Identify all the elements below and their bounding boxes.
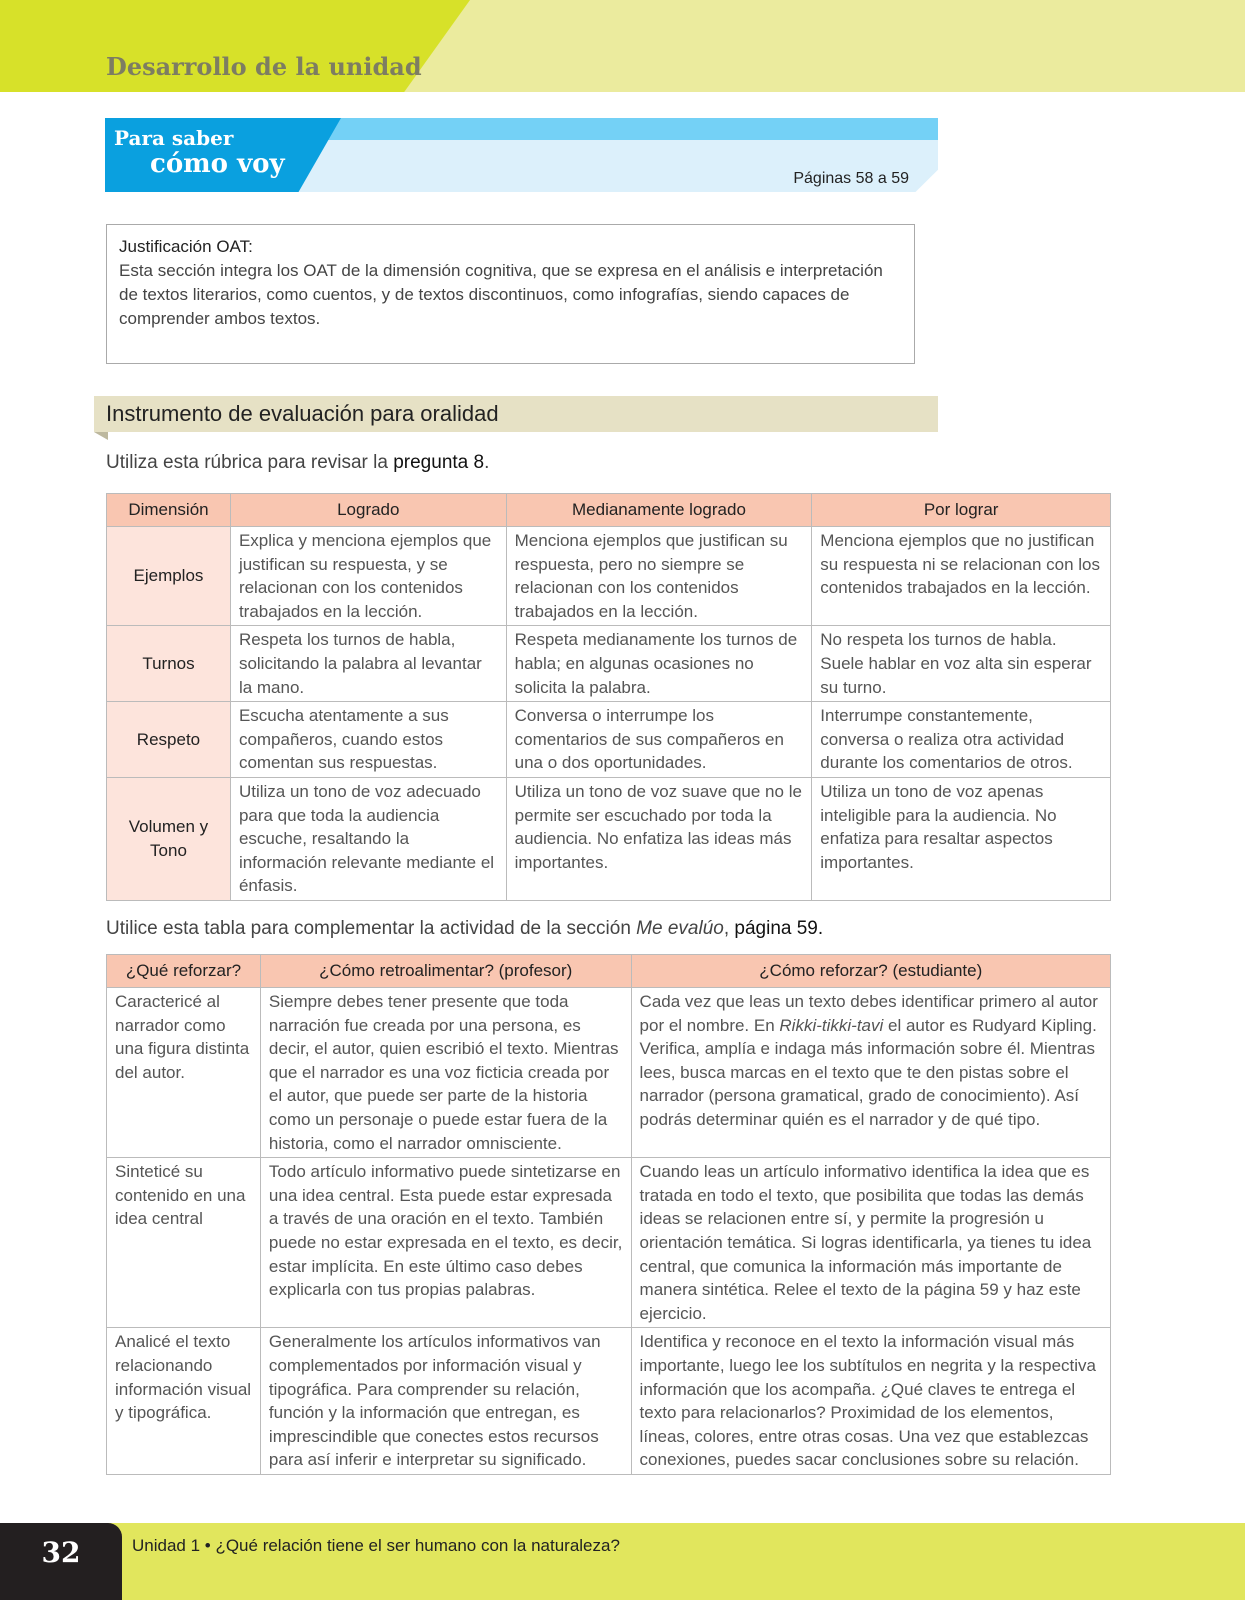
table-row — [107, 702, 1111, 778]
section-pages: Páginas 58 a 59 — [793, 170, 909, 187]
oat-text: Esta sección integra los OAT de la dimensión cognitiva, que se expresa en el análisis e interpretación de textos literarios, como cuentos, y de textos discontinuos, como infografías, siendo capaces de comprender ambos textos. — [119, 261, 883, 328]
reinforce-student-text: el autor es Rudyard Kipling. Verifica, amplía e indaga más información sobre él. Mientras lees, busca marcas en el texto que te den pistas sobre el narrador (persona gramatical, grado de conocimiento). Así podrás determinar quién es el narrador y de qué tipo. — [639, 1015, 1097, 1129]
reinforce-what: Analicé el texto relacionando información visual y tipográfica. — [107, 1328, 261, 1475]
reinforce-intro-page: página 59. — [734, 918, 824, 939]
rubric-cell: Menciona ejemplos que justifican su respuesta, pero no siempre se relacionan con los contenidos trabajados en la lección. — [506, 527, 812, 626]
rubric-dimension: Ejemplos — [107, 527, 231, 626]
rubric-intro — [106, 452, 489, 474]
rubric-table — [106, 493, 1111, 901]
rubric-intro-text: Utiliza esta rúbrica para revisar la — [106, 452, 394, 473]
footer-unit-text: Unidad 1 • ¿Qué relación tiene el ser humano con la naturaleza? — [132, 1536, 620, 1555]
section-title: Instrumento de evaluación para oralidad — [106, 401, 499, 426]
reinforce-student-title: Rikki-tikki-tavi — [779, 1015, 884, 1035]
reinforce-intro-sep: , — [723, 918, 735, 939]
rubric-cell: Utiliza un tono de voz adecuado para que toda la audiencia escuche, resaltando la información relevante mediante el énfasis. — [230, 777, 506, 900]
rubric-cell: Respeta medianamente los turnos de habla; en algunas ocasiones no solicita la palabra. — [506, 626, 812, 702]
reinforce-student — [631, 988, 1110, 1158]
reinforce-intro — [106, 918, 823, 940]
rubric-cell: Escucha atentamente a sus compañeros, cuando estos comentan sus respuestas. — [230, 702, 506, 778]
table-row — [107, 527, 1111, 626]
rubric-dimension: Respeto — [107, 702, 231, 778]
reinforce-table — [106, 954, 1111, 1475]
rubric-cell: Utiliza un tono de voz suave que no le permite ser escuchado por toda la audiencia. No enfatiza las ideas más importantes. — [506, 777, 812, 900]
reinforce-header-student: ¿Cómo reforzar? (estudiante) — [631, 955, 1110, 988]
rubric-cell: Conversa o interrumpe los comentarios de sus compañeros en una o dos oportunidades. — [506, 702, 812, 778]
table-row — [107, 1158, 1111, 1328]
table-row — [107, 626, 1111, 702]
reinforce-what: Sinteticé su contenido en una idea central — [107, 1158, 261, 1328]
rubric-dimension: Volumen y Tono — [107, 777, 231, 900]
rubric-header-pending: Por lograr — [812, 494, 1111, 527]
rubric-header-achieved: Logrado — [230, 494, 506, 527]
oat-heading: Justificación OAT: — [119, 237, 253, 256]
rubric-header-dimension: Dimensión — [107, 494, 231, 527]
reinforce-what: Caractericé al narrador como una figura distinta del autor. — [107, 988, 261, 1158]
reinforce-student: Cuando leas un artículo informativo identifica la idea que es tratada en todo el texto, que posibilita que todas las demás ideas se relacionen entre sí, y permite la progresión u orientación temática. Si logras identificarla, ya tienes tu idea central, que comunica la información más importante de manera sintética. Relee el texto de la página 59 y haz este ejercicio. — [631, 1158, 1110, 1328]
rubric-cell: Explica y menciona ejemplos que justifican su respuesta, y se relacionan con los contenidos trabajados en la lección. — [230, 527, 506, 626]
reinforce-teacher: Siempre debes tener presente que toda narración fue creada por una persona, es decir, el autor, quien escribió el texto. Mientras que el narrador es una voz ficticia creada por el autor, que puede ser parte de la historia como un personaje o puede estar fuera de la historia, como el narrador omnisciente. — [260, 988, 631, 1158]
page-number: 32 — [0, 1523, 122, 1600]
section-banner-line1: Para saber — [114, 126, 234, 150]
rubric-dimension: Turnos — [107, 626, 231, 702]
rubric-header-partial: Medianamente logrado — [506, 494, 812, 527]
rubric-intro-question: pregunta 8 — [393, 452, 485, 473]
reinforce-student: Identifica y reconoce en el texto la información visual más importante, luego lee los subtítulos en negrita y la respectiva información que los acompaña. ¿Qué claves te entrega el texto para relacionarlos? Proximidad de los elementos, líneas, colores, entre otras cosas. Una vez que establezcas conexiones, puedes sacar conclusiones sobre su relación. — [631, 1328, 1110, 1475]
rubric-cell: Menciona ejemplos que no justifican su respuesta ni se relacionan con los contenidos trabajados en la lección. — [812, 527, 1111, 626]
page-header-title: Desarrollo de la unidad — [106, 52, 422, 81]
reinforce-teacher: Todo artículo informativo puede sintetizarse en una idea central. Esta puede estar expresada a través de una oración en el texto. También puede no estar expresada en el texto, es decir, estar implícita. En este último caso debes explicarla con tus propias palabras. — [260, 1158, 631, 1328]
rubric-intro-end: . — [484, 452, 490, 473]
table-row — [107, 1328, 1111, 1475]
footer-band — [0, 1523, 1245, 1600]
section-banner-line2: cómo voy — [150, 149, 285, 179]
reinforce-header-what: ¿Qué reforzar? — [107, 955, 261, 988]
rubric-cell: Respeta los turnos de habla, solicitando la palabra al levantar la mano. — [230, 626, 506, 702]
reinforce-intro-section: Me evalúo — [636, 918, 724, 939]
reinforce-teacher: Generalmente los artículos informativos van complementados por información visual y tipográfica. Para comprender su relación, función y la información que entregan, es imprescindible que conectes estos recursos para así inferir e interpretar su significado. — [260, 1328, 631, 1475]
table-row — [107, 777, 1111, 900]
rubric-cell: Utiliza un tono de voz apenas inteligible para la audiencia. No enfatiza para resaltar aspectos importantes. — [812, 777, 1111, 900]
rubric-cell: Interrumpe constantemente, conversa o realiza otra actividad durante los comentarios de otros. — [812, 702, 1111, 778]
table-row — [107, 988, 1111, 1158]
reinforce-intro-text: Utilice esta tabla para complementar la actividad de la sección — [106, 918, 637, 939]
reinforce-student-text: Cada vez que leas un texto debes identificar primero al autor por el nombre. En — [639, 992, 1098, 1035]
section-banner-strip — [300, 118, 938, 140]
oat-box — [106, 224, 915, 364]
rubric-cell: No respeta los turnos de habla. Suele hablar en voz alta sin esperar su turno. — [812, 626, 1111, 702]
section-title-fold — [94, 432, 108, 440]
reinforce-header-teacher: ¿Cómo retroalimentar? (profesor) — [260, 955, 631, 988]
